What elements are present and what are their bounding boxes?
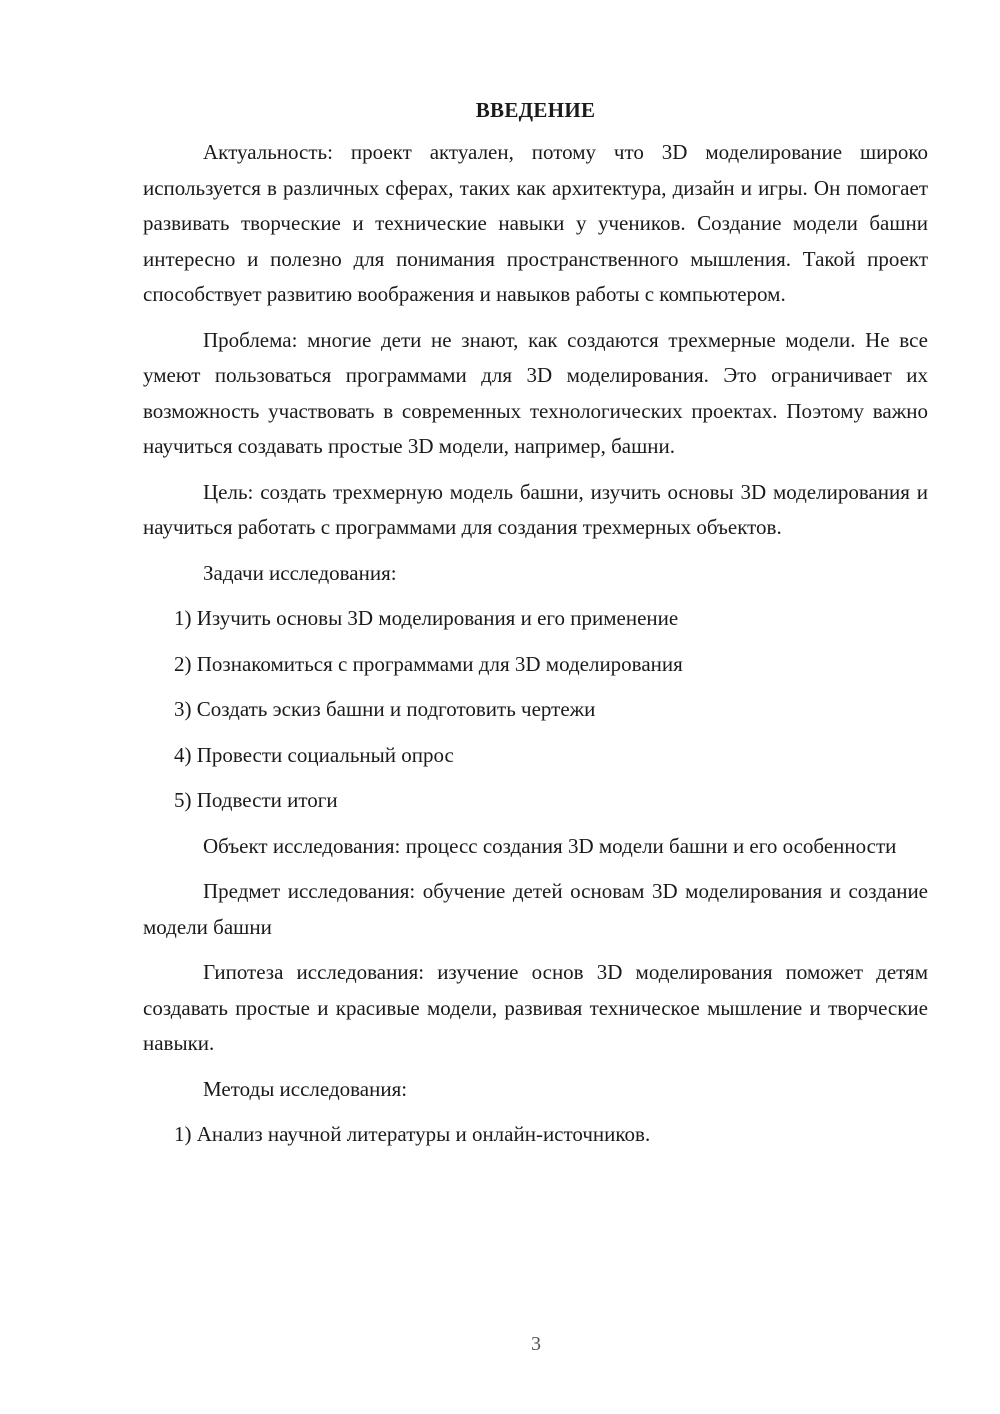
relevance-paragraph: Актуальность: проект актуален, потому что 3D моделирование широко используется в различных сферах, таких как архитектура, дизайн и игры. Он помогает развивать творческие и технические навыки у учеников. Создание модели башни интересно и полезно для понимания пространственного мышления. Такой проект способствует развитию воображения и навыков работы с компьютером. — [143, 140, 928, 306]
method-item: 1) Анализ научной литературы и онлайн-источников. — [174, 1122, 651, 1146]
methods-heading: Методы исследования: — [203, 1076, 408, 1101]
problem-paragraph: Проблема: многие дети не знают, как создаются трехмерные модели. Не все умеют пользоваться программами для 3D моделирования. Это ограничивает их возможность участвовать в современных технологических проектах. Поэтому важно научиться создавать простые 3D модели, например, башни. — [143, 327, 928, 458]
page-number: 3 — [531, 1333, 541, 1355]
hypothesis-paragraph: Гипотеза исследования: изучение основ 3D моделирования поможет детям создавать простые и красивые модели, развивая техническое мышление и творческие навыки. — [143, 960, 928, 1055]
object-paragraph: Объект исследования: процесс создания 3D модели башни и его особенности — [203, 833, 897, 858]
tasks-heading: Задачи исследования: — [203, 560, 397, 585]
subject-paragraph: Предмет исследования: обучение детей основам 3D моделирования и создание модели башни — [143, 879, 928, 939]
section-title: ВВЕДЕНИЕ — [475, 98, 596, 122]
task-item: 4) Провести социальный опрос — [174, 742, 454, 767]
goal-paragraph: Цель: создать трехмерную модель башни, изучить основы 3D моделирования и научиться работать с программами для создания трехмерных объектов. — [143, 479, 928, 539]
task-item: 1) Изучить основы 3D моделирования и его применение — [174, 606, 679, 630]
task-item: 5) Подвести итоги — [174, 788, 338, 812]
task-item: 3) Создать эскиз башни и подготовить чертежи — [174, 697, 596, 721]
task-item: 2) Познакомиться с программами для 3D моделирования — [174, 651, 683, 676]
